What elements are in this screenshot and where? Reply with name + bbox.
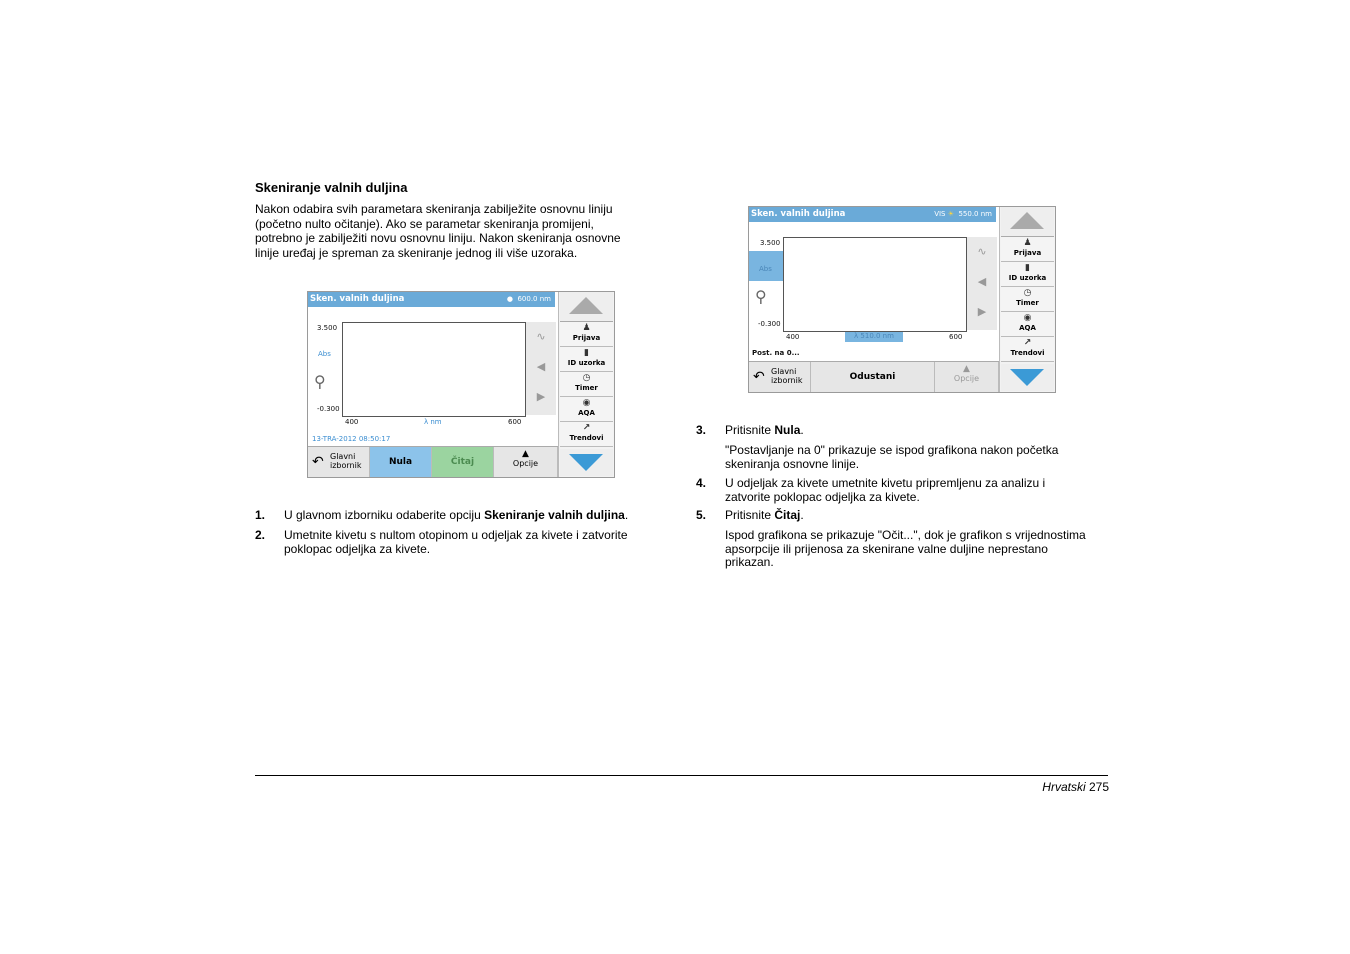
step-3-note: "Postavljanje na 0" prikazuje se ispod grafikona nakon početka skeniranja osnovne linije. <box>725 443 1059 471</box>
x-axis-marker: λ 510.0 nm <box>845 332 903 342</box>
instrument-screen-2 <box>748 206 1056 393</box>
main-menu-button[interactable]: ↶ Glavni izbornik <box>308 447 370 477</box>
main-menu-button[interactable]: ↶ Glavni izbornik <box>749 362 811 392</box>
screen-title-bar <box>308 292 555 307</box>
prijava-button[interactable]: ♟ Prijava <box>560 322 613 347</box>
opcije-button[interactable]: ▲ Opcije <box>494 447 558 477</box>
page-number: 275 <box>1088 780 1109 794</box>
back-icon: ↶ <box>312 454 324 470</box>
trendovi-button[interactable]: ↗ Trendovi <box>1001 337 1054 362</box>
triangle-up-icon: ▲ <box>522 449 529 459</box>
user-icon: ♟ <box>582 323 591 333</box>
section-heading: Skeniranje valnih duljina <box>255 180 408 195</box>
timer-button[interactable]: ◷ Timer <box>560 372 613 397</box>
step-5-note: Ispod grafikona se prikazuje "Očit...", dok je grafikon s vrijednostima apsorpcije ili prijenosa za skenirane valne duljine neprestano prikazan. <box>725 528 1086 569</box>
screen-title-bar <box>749 207 996 222</box>
sample-icon: ▮ <box>1025 263 1030 273</box>
y-axis-bottom-label: -0.300 <box>317 405 340 413</box>
peak-icon[interactable]: ∿ <box>536 330 546 343</box>
aqa-button[interactable]: ◉ AQA <box>560 397 613 422</box>
footer-language: Hrvatski <box>1042 780 1086 794</box>
step-1: 1. U glavnom izborniku odaberite opciju Skeniranje valnih duljina. <box>255 508 629 522</box>
step-3: 3. Pritisnite Nula. <box>696 423 804 437</box>
step-5: 5. Pritisnite Čitaj. <box>696 508 804 522</box>
side-menu <box>558 292 615 477</box>
id-uzorka-button[interactable]: ▮ ID uzorka <box>1001 262 1054 287</box>
step-4: 4. U odjeljak za kivete umetnite kivetu pripremljenu za analizu i zatvorite poklopac odjeljka za kivete. <box>696 476 1046 504</box>
x-axis-left-label: 400 <box>345 418 359 426</box>
aqa-icon: ◉ <box>1023 313 1032 323</box>
triangle-up-icon: ▲ <box>963 364 970 374</box>
citaj-button[interactable]: Čitaj <box>432 447 494 477</box>
cursor-right-icon[interactable]: ▶ <box>536 390 546 403</box>
x-axis-right-label: 600 <box>508 418 522 426</box>
aqa-icon: ◉ <box>582 398 591 408</box>
timer-icon: ◷ <box>582 373 591 383</box>
screen-title: Sken. valnih duljina <box>310 294 405 304</box>
sample-icon: ▮ <box>584 348 589 358</box>
side-menu <box>999 207 1056 392</box>
zoom-icon[interactable]: ⚲ <box>755 287 767 306</box>
y-axis-unit: Abs <box>318 350 331 358</box>
intro-line: Nakon odabira svih parametara skeniranja zabilježite osnovnu liniju <box>255 202 613 216</box>
user-icon: ♟ <box>1023 238 1032 248</box>
y-axis-bottom-label: -0.300 <box>758 320 781 328</box>
bottom-bar <box>308 446 558 477</box>
trendovi-button[interactable]: ↗ Trendovi <box>560 422 613 447</box>
footer-rule <box>255 775 1108 776</box>
graph-tools <box>967 237 997 330</box>
bottom-bar <box>749 361 999 392</box>
scroll-up-button[interactable] <box>1001 207 1054 237</box>
graph-area <box>783 237 967 332</box>
page-footer <box>1000 780 1109 794</box>
datetime: 13-TRA-2012 08:50:17 <box>312 435 391 443</box>
timer-button[interactable]: ◷ Timer <box>1001 287 1054 312</box>
opcije-button[interactable]: ▲ Opcije <box>935 362 999 392</box>
zoom-icon[interactable]: ⚲ <box>314 372 326 391</box>
back-icon: ↶ <box>753 369 765 385</box>
scroll-down-button[interactable] <box>560 449 613 476</box>
x-axis-left-label: 400 <box>786 333 800 341</box>
y-axis-top-label: 3.500 <box>317 324 338 332</box>
status-text: Post. na 0... <box>752 349 800 357</box>
y-axis-top-label: 3.500 <box>760 239 781 247</box>
x-axis-right-label: 600 <box>949 333 963 341</box>
graph-area <box>342 322 526 417</box>
trend-icon: ↗ <box>1023 338 1032 348</box>
cursor-left-icon[interactable]: ◀ <box>977 275 987 288</box>
scroll-down-button[interactable] <box>1001 364 1054 391</box>
aqa-button[interactable]: ◉ AQA <box>1001 312 1054 337</box>
trend-icon: ↗ <box>582 423 591 433</box>
id-uzorka-button[interactable]: ▮ ID uzorka <box>560 347 613 372</box>
nula-button[interactable]: Nula <box>370 447 432 477</box>
graph-tools <box>526 322 556 415</box>
wavelength-readout: VIS ☀ 550.0 nm <box>934 210 992 218</box>
screen-title: Sken. valnih duljina <box>751 209 846 219</box>
wavelength-readout: ● 600.0 nm <box>506 295 551 303</box>
prijava-button[interactable]: ♟ Prijava <box>1001 237 1054 262</box>
timer-icon: ◷ <box>1023 288 1032 298</box>
scroll-up-button[interactable] <box>560 292 613 322</box>
intro-line: (početno nulto očitanje). Ako se parametar skeniranja promijeni, <box>255 216 594 231</box>
intro-line: linije uređaj je spreman za skeniranje jednog ili više uzoraka. <box>255 245 578 260</box>
cursor-left-icon[interactable]: ◀ <box>536 360 546 373</box>
intro-paragraph <box>255 202 655 260</box>
y-axis-unit: Abs <box>759 265 772 273</box>
peak-icon[interactable]: ∿ <box>977 245 987 258</box>
instrument-screen-1 <box>307 291 615 478</box>
x-axis-unit: λ nm <box>424 418 442 426</box>
cursor-right-icon[interactable]: ▶ <box>977 305 987 318</box>
odustani-button[interactable]: Odustani <box>811 362 935 392</box>
intro-line: potrebno je zabilježiti novu osnovnu liniju. Nakon skeniranja osnovne <box>255 231 621 245</box>
step-2: 2. Umetnite kivetu s nultom otopinom u odjeljak za kivete i zatvorite poklopac odjeljka za kivete. <box>255 528 628 556</box>
